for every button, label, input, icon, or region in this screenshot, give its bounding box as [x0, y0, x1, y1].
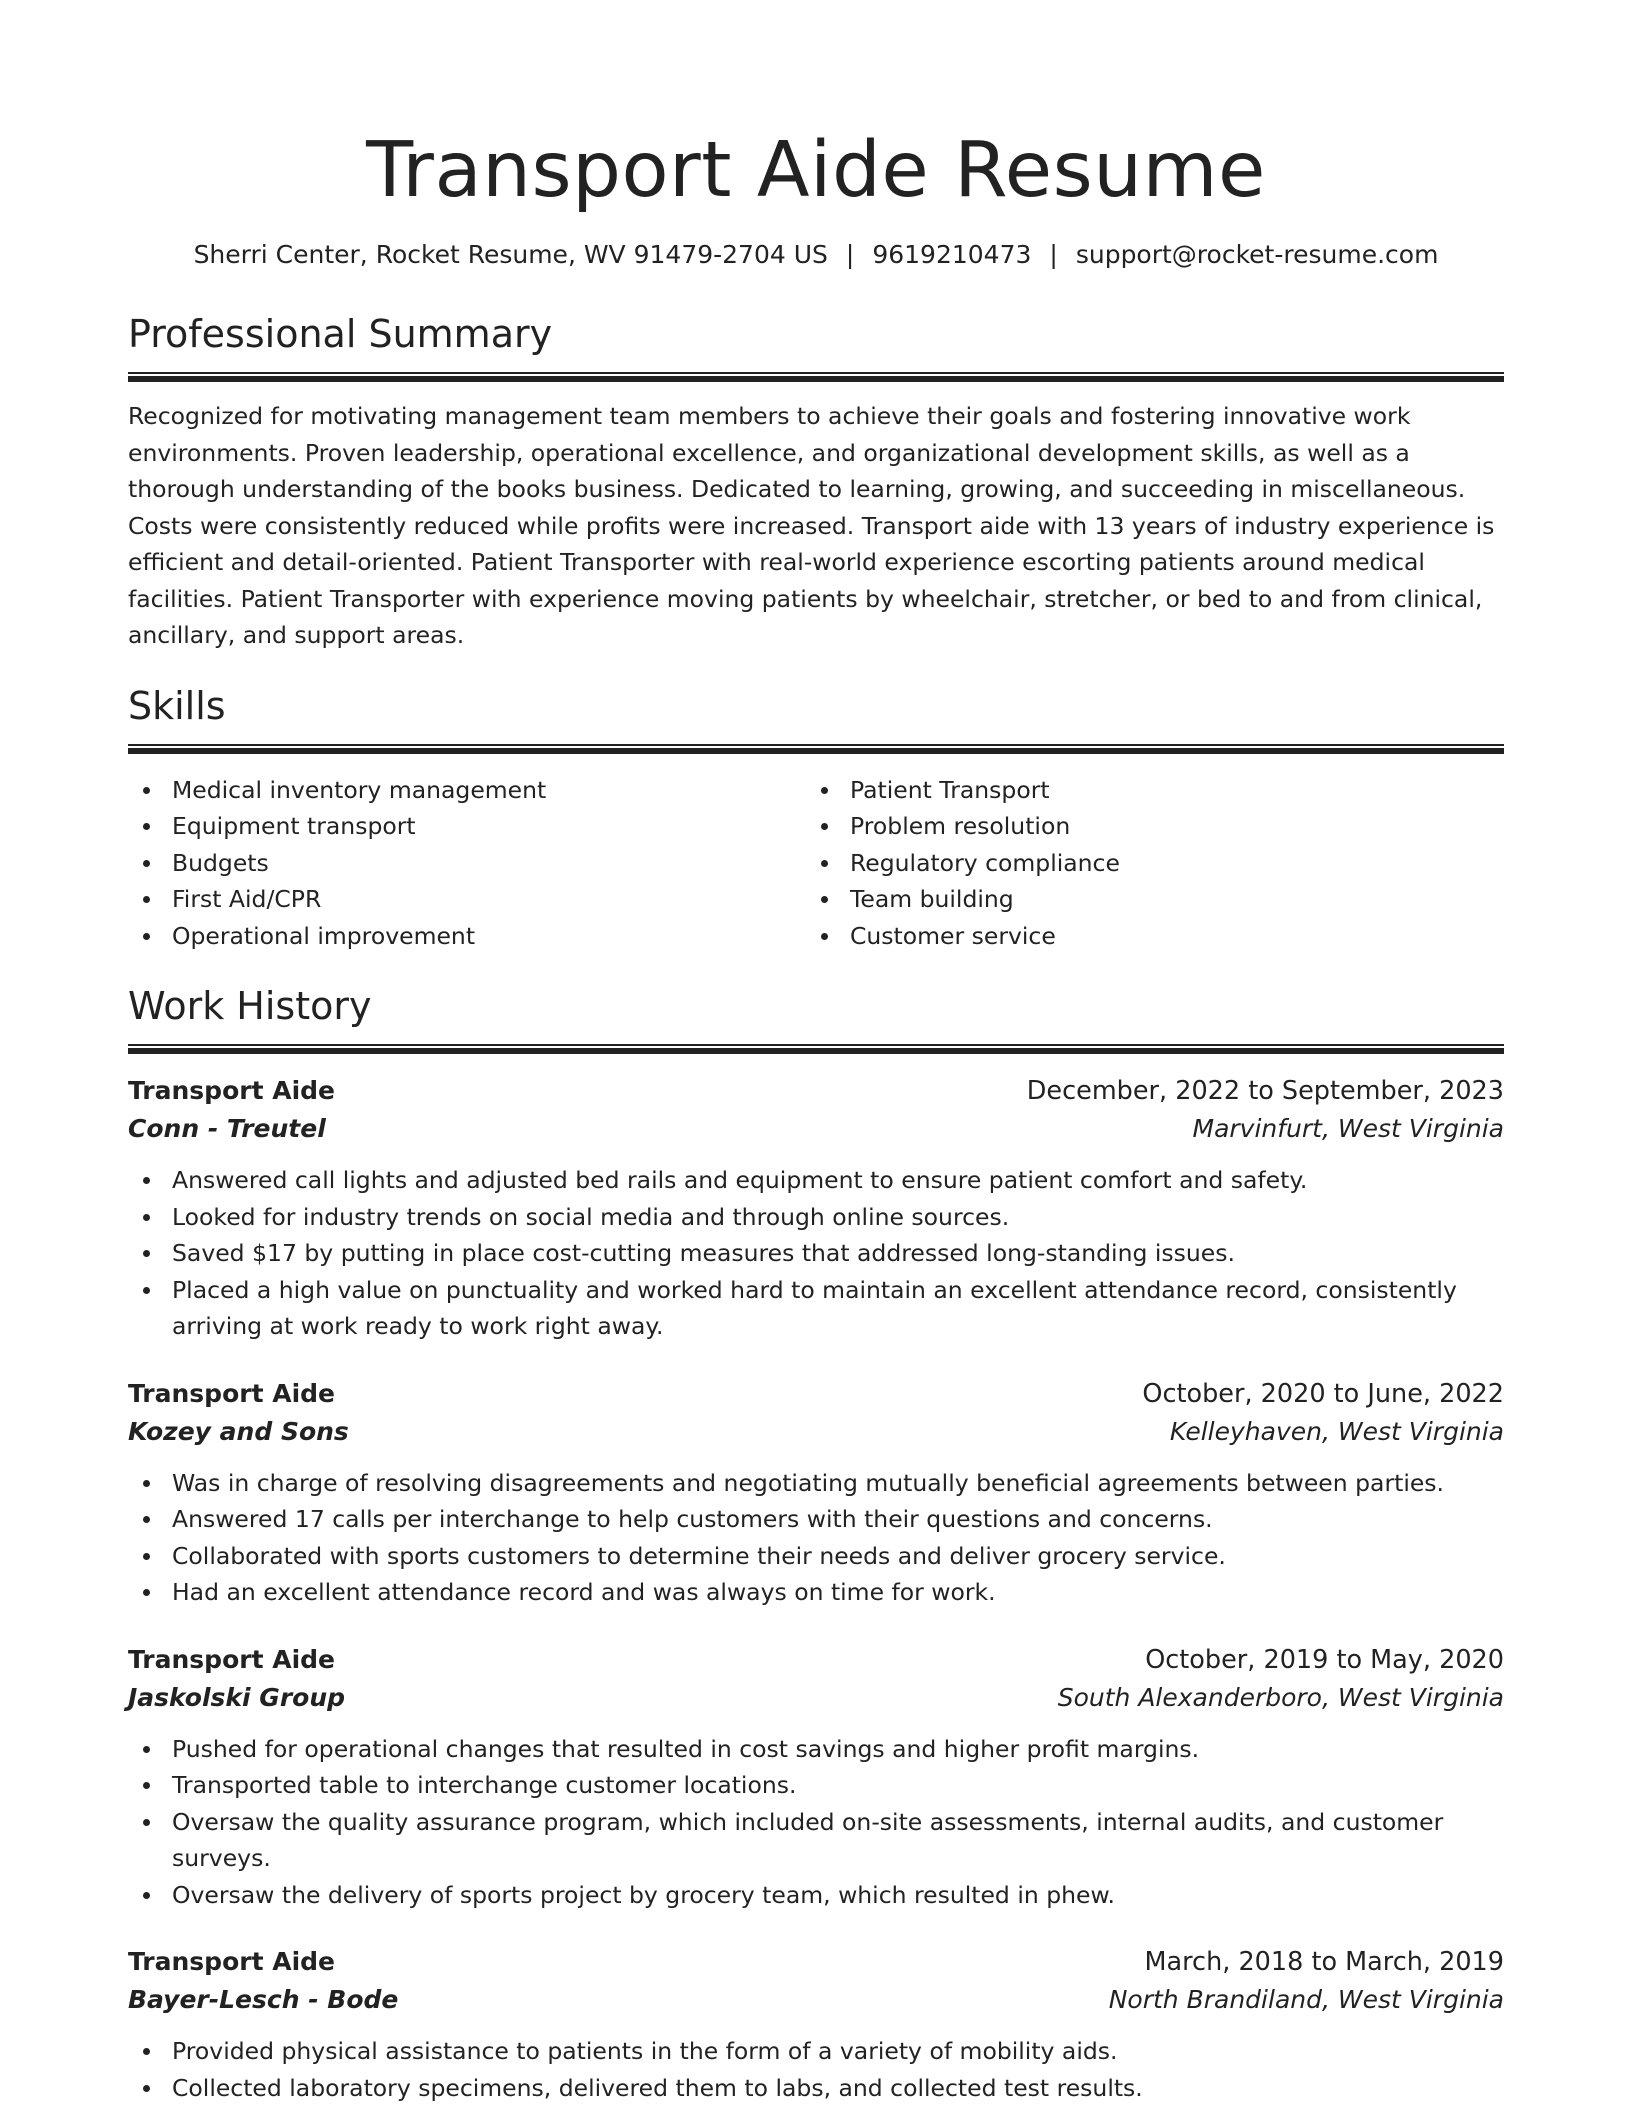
job-title: Transport Aide	[128, 1076, 336, 1105]
job-company: Bayer-Lesch - Bode	[128, 1985, 399, 2014]
job-bullet: Answered 17 calls per interchange to help customers with their questions and concerns.	[128, 1501, 1504, 1538]
resume-page	[128, 0, 1504, 2106]
contact-separator: |	[845, 240, 855, 269]
job-bullet: Collaborated with sports customers to determine their needs and deliver grocery service.	[128, 1538, 1504, 1575]
contact-line	[128, 238, 1504, 272]
contact-separator: |	[1049, 240, 1058, 269]
job-bullet: Saved $17 by putting in place cost-cutting measures that addressed long-standing issues.	[128, 1235, 1504, 1272]
skill-item: Patient Transport	[806, 772, 1484, 809]
contact-email: support@rocket-resume.com	[1075, 240, 1439, 269]
job-bullet: Transported table to interchange customer locations.	[128, 1767, 1504, 1804]
job-entry	[128, 1072, 1504, 1345]
job-dates: December, 2022 to September, 2023	[1026, 1076, 1504, 1106]
job-bullet: Pushed for operational changes that resulted in cost savings and higher profit margins.	[128, 1731, 1504, 1768]
job-company-row	[128, 1981, 1504, 2019]
skills-heading: Skills	[128, 683, 226, 728]
job-location: Kelleyhaven, West Virginia	[1169, 1416, 1504, 1446]
section-divider	[128, 372, 1504, 382]
job-bullets	[128, 1731, 1504, 1914]
job-company: Jaskolski Group	[128, 1682, 346, 1712]
job-location: North Brandiland, West Virginia	[1108, 1985, 1504, 2014]
job-bullet: Was in charge of resolving disagreements and negotiating mutually beneficial agreements between parties.	[128, 1465, 1504, 1502]
skill-item: Budgets	[128, 845, 806, 882]
skill-item: Operational improvement	[128, 918, 806, 955]
summary-text: Recognized for motivating management team members to achieve their goals and fostering innovative work environments. Proven leadership, operational excellence, and organizational development skills, as well as a thorough understanding of the books business. Dedicated to learning, growing, and succeeding in miscellaneous. Costs were consistently reduced while profits were increased. Transport aide with 13 years of industry experience is efficient and detail-oriented. Patient Transporter with real-world experience escorting patients around medical facilities. Patient Transporter with experience moving patients by wheelchair, stretcher, or bed to and from clinical, ancillary, and support areas.	[128, 402, 1495, 649]
job-header-row	[128, 1641, 1504, 1679]
skill-item: Team building	[806, 881, 1484, 918]
job-bullet: Looked for industry trends on social media and through online sources.	[128, 1199, 1504, 1236]
skills-section	[128, 682, 1504, 955]
summary-section	[128, 310, 1504, 654]
job-dates: March, 2018 to March, 2019	[1144, 1947, 1504, 1977]
job-header-row	[128, 1072, 1504, 1110]
job-title: Transport Aide	[128, 1947, 336, 1976]
job-header-row	[128, 1943, 1504, 1981]
job-bullets	[128, 1465, 1504, 1611]
job-bullet: Oversaw the delivery of sports project by grocery team, which resulted in phew.	[128, 1877, 1504, 1914]
job-bullet: Collected laboratory specimens, delivered them to labs, and collected test results.	[128, 2070, 1504, 2107]
job-location: Marvinfurt, West Virginia	[1192, 1114, 1504, 1143]
skill-item: Equipment transport	[128, 808, 806, 845]
contact-phone: 9619210473	[872, 240, 1032, 269]
section-divider	[128, 744, 1504, 754]
job-bullet: Had an excellent attendance record and was always on time for work.	[128, 1574, 1504, 1611]
job-header-row	[128, 1375, 1504, 1413]
resume-title: Transport Aide Resume	[366, 126, 1266, 215]
job-company-row	[128, 1679, 1504, 1717]
skill-item: Customer service	[806, 918, 1484, 955]
work-history-section	[128, 982, 1504, 2106]
job-title: Transport Aide	[128, 1644, 336, 1674]
skills-list-right	[806, 772, 1484, 955]
work-history-heading: Work History	[128, 984, 372, 1028]
job-company-row	[128, 1413, 1504, 1451]
job-bullet: Placed a high value on punctuality and worked hard to maintain an excellent attendance record, consistently arriving at work ready to work right away.	[128, 1272, 1504, 1345]
skill-item: Medical inventory management	[128, 772, 806, 809]
job-bullet: Oversaw the quality assurance program, which included on-site assessments, internal audits, and customer surveys.	[128, 1804, 1504, 1877]
job-entry	[128, 1943, 1504, 2106]
job-company-row	[128, 1110, 1504, 1148]
job-dates: October, 2020 to June, 2022	[1142, 1378, 1504, 1409]
section-divider	[128, 1044, 1504, 1054]
job-title: Transport Aide	[128, 1378, 336, 1408]
job-entry	[128, 1641, 1504, 1914]
skills-columns	[128, 772, 1504, 955]
contact-address: Sherri Center, Rocket Resume, WV 91479-2704 US	[193, 240, 828, 269]
skills-list-left	[128, 772, 806, 955]
job-entry	[128, 1375, 1504, 1611]
skill-item: Problem resolution	[806, 808, 1484, 845]
job-bullets	[128, 1162, 1504, 1345]
job-dates: October, 2019 to May, 2020	[1145, 1644, 1504, 1675]
job-company: Conn - Treutel	[128, 1114, 326, 1143]
job-bullet: Answered call lights and adjusted bed rails and equipment to ensure patient comfort and safety.	[128, 1162, 1504, 1199]
job-bullets	[128, 2033, 1504, 2106]
job-bullet: Provided physical assistance to patients in the form of a variety of mobility aids.	[128, 2033, 1504, 2070]
summary-heading: Professional Summary	[128, 312, 553, 356]
skill-item: First Aid/CPR	[128, 881, 806, 918]
job-company: Kozey and Sons	[128, 1416, 349, 1446]
skill-item: Regulatory compliance	[806, 845, 1484, 882]
job-location: South Alexanderboro, West Virginia	[1057, 1682, 1504, 1712]
